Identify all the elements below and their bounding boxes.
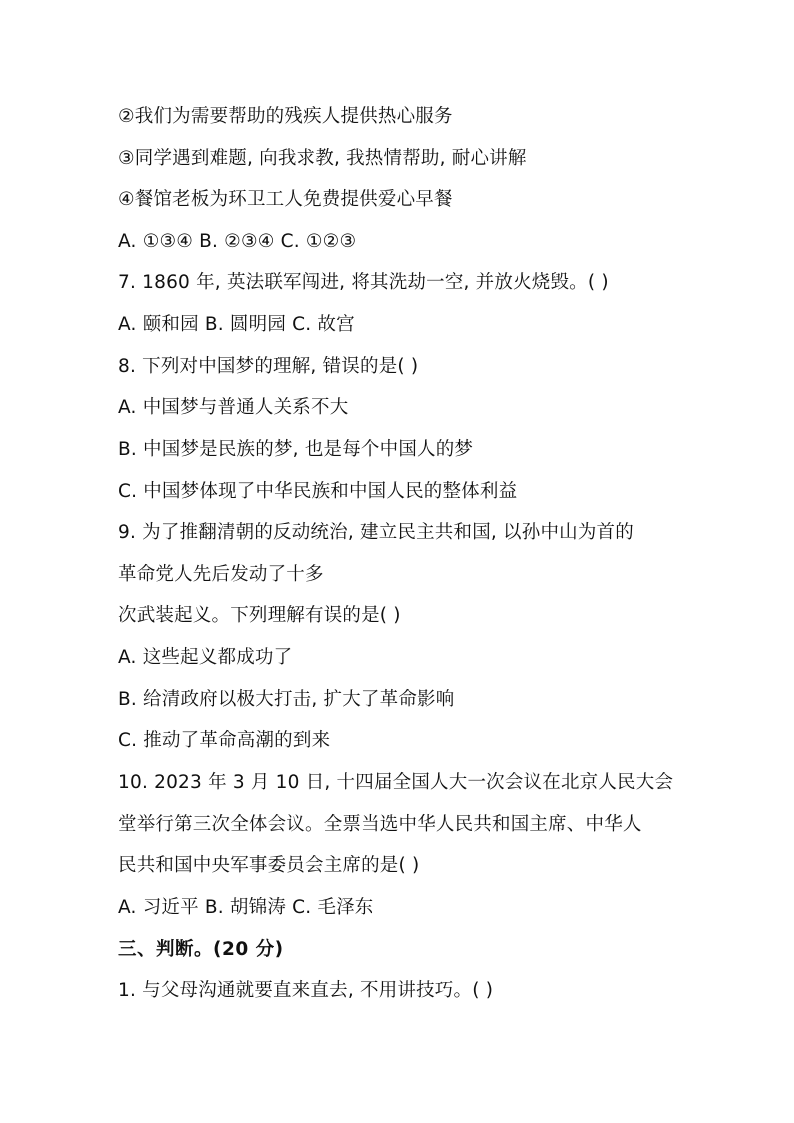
question-7-text: 7. 1860 年, 英法联军闯进, 将其洗劫一空, 并放火烧毁。( ) — [118, 272, 609, 293]
question-9-choice-b: B. 给清政府以极大打击, 扩大了革命影响 — [118, 689, 455, 710]
section-3-heading: 三、判断。(20 分) — [118, 939, 284, 960]
question-9-text-line-1: 9. 为了推翻清朝的反动统治, 建立民主共和国, 以孙中山为首的 — [118, 522, 634, 543]
question-6-choices: A. ①③④ B. ②③④ C. ①②③ — [118, 231, 357, 252]
option-line-4: ④餐馆老板为环卫工人免费提供爱心早餐 — [118, 189, 453, 210]
question-8-choice-b: B. 中国梦是民族的梦, 也是每个中国人的梦 — [118, 439, 474, 460]
question-9-text-line-2: 革命党人先后发动了十多 — [118, 564, 324, 585]
question-10-text-line-3: 民共和国中央军事委员会主席的是( ) — [118, 855, 420, 876]
question-9-choice-a: A. 这些起义都成功了 — [118, 647, 293, 668]
question-9-choice-c: C. 推动了革命高潮的到来 — [118, 730, 331, 751]
question-10-text-line-2: 堂举行第三次全体会议。全票当选中华人民共和国主席、中华人 — [118, 814, 642, 835]
question-8-choice-a: A. 中国梦与普通人关系不大 — [118, 397, 349, 418]
question-8-choice-c: C. 中国梦体现了中华民族和中国人民的整体利益 — [118, 481, 518, 502]
question-10-choices: A. 习近平 B. 胡锦涛 C. 毛泽东 — [118, 897, 374, 918]
option-line-2: ②我们为需要帮助的残疾人提供热心服务 — [118, 106, 453, 127]
judgment-question-1: 1. 与父母沟通就要直来直去, 不用讲技巧。( ) — [118, 980, 494, 1001]
question-10-text-line-1: 10. 2023 年 3 月 10 日, 十四届全国人大一次会议在北京人民大会 — [118, 772, 674, 793]
question-7-choices: A. 颐和园 B. 圆明园 C. 故宫 — [118, 314, 355, 335]
question-8-text: 8. 下列对中国梦的理解, 错误的是( ) — [118, 356, 419, 377]
option-line-3: ③同学遇到难题, 向我求教, 我热情帮助, 耐心讲解 — [118, 148, 527, 169]
question-9-text-line-3: 次武装起义。下列理解有误的是( ) — [118, 605, 401, 626]
